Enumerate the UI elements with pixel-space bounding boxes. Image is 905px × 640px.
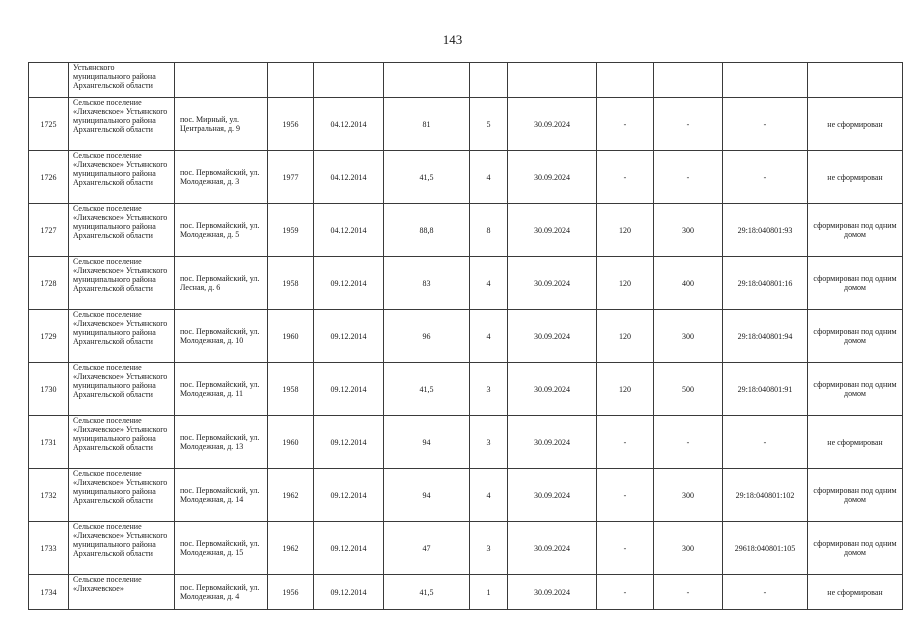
resettlement-deadline-cell: 30.09.2024: [508, 204, 597, 257]
address-cell: пос. Первомайский, ул. Молодежная, д. 14: [175, 469, 268, 522]
construction-year-cell: 1977: [268, 151, 314, 204]
value-cell-10: -: [654, 98, 723, 151]
land-status-cell: не сформирован: [808, 575, 903, 610]
recognition-date-cell: 09.12.2014: [314, 257, 384, 310]
recognition-date-cell: 09.12.2014: [314, 575, 384, 610]
recognition-date-cell: 04.12.2014: [314, 151, 384, 204]
area-cell: [384, 63, 470, 98]
area-cell: 41,5: [384, 363, 470, 416]
value-cell-9: -: [597, 416, 654, 469]
area-cell: 96: [384, 310, 470, 363]
cadastral-number-cell: [723, 63, 808, 98]
construction-year-cell: 1962: [268, 469, 314, 522]
value-cell-10: -: [654, 575, 723, 610]
land-status-cell: сформирован под одним домом: [808, 363, 903, 416]
page-number: 143: [442, 32, 463, 47]
table-row: [29, 257, 903, 310]
table-row: [29, 416, 903, 469]
value-cell-9: [597, 63, 654, 98]
residents-cell: 4: [470, 151, 508, 204]
cadastral-number-cell: -: [723, 416, 808, 469]
construction-year-cell: [268, 63, 314, 98]
table-row: [29, 310, 903, 363]
resettlement-deadline-cell: 30.09.2024: [508, 469, 597, 522]
construction-year-cell: 1956: [268, 575, 314, 610]
cadastral-number-cell: -: [723, 575, 808, 610]
residents-cell: 4: [470, 310, 508, 363]
address-cell: пос. Первомайский, ул. Молодежная, д. 5: [175, 204, 268, 257]
value-cell-10: 500: [654, 363, 723, 416]
table-row: [29, 363, 903, 416]
row-number-cell: 1729: [29, 310, 69, 363]
land-status-cell: не сформирован: [808, 151, 903, 204]
residents-cell: 3: [470, 363, 508, 416]
value-cell-9: -: [597, 98, 654, 151]
construction-year-cell: 1959: [268, 204, 314, 257]
resettlement-deadline-cell: 30.09.2024: [508, 257, 597, 310]
residents-cell: 1: [470, 575, 508, 610]
residents-cell: 4: [470, 257, 508, 310]
settlement-cell: Сельское поселение «Лихачевское» Устьянского муниципального района Архангельской области: [69, 98, 175, 151]
construction-year-cell: 1960: [268, 310, 314, 363]
value-cell-10: 400: [654, 257, 723, 310]
value-cell-9: -: [597, 522, 654, 575]
area-cell: 47: [384, 522, 470, 575]
row-number-cell: 1733: [29, 522, 69, 575]
value-cell-10: 300: [654, 204, 723, 257]
recognition-date-cell: [314, 63, 384, 98]
table-row: [29, 98, 903, 151]
table-row: [29, 575, 903, 610]
resettlement-deadline-cell: 30.09.2024: [508, 98, 597, 151]
cadastral-number-cell: 29:18:040801:102: [723, 469, 808, 522]
cadastral-number-cell: -: [723, 98, 808, 151]
value-cell-9: 120: [597, 363, 654, 416]
row-number-cell: 1732: [29, 469, 69, 522]
value-cell-10: 300: [654, 522, 723, 575]
area-cell: 94: [384, 469, 470, 522]
settlement-cell: Сельское поселение «Лихачевское» Устьянского муниципального района Архангельской области: [69, 363, 175, 416]
recognition-date-cell: 09.12.2014: [314, 522, 384, 575]
construction-year-cell: 1962: [268, 522, 314, 575]
address-cell: пос. Первомайский, ул. Молодежная, д. 10: [175, 310, 268, 363]
cadastral-number-cell: 29:18:040801:94: [723, 310, 808, 363]
resettlement-deadline-cell: 30.09.2024: [508, 310, 597, 363]
residents-cell: [470, 63, 508, 98]
land-status-cell: не сформирован: [808, 416, 903, 469]
address-cell: [175, 63, 268, 98]
area-cell: 94: [384, 416, 470, 469]
table-row: [29, 151, 903, 204]
value-cell-10: [654, 63, 723, 98]
land-status-cell: сформирован под одним домом: [808, 257, 903, 310]
address-cell: пос. Первомайский, ул. Молодежная, д. 3: [175, 151, 268, 204]
construction-year-cell: 1956: [268, 98, 314, 151]
value-cell-10: -: [654, 416, 723, 469]
value-cell-9: 120: [597, 204, 654, 257]
settlement-cell: Сельское поселение «Лихачевское» Устьянского муниципального района Архангельской области: [69, 204, 175, 257]
settlement-cell: Сельское поселение «Лихачевское» Устьянского муниципального района Архангельской области: [69, 151, 175, 204]
table-row: [29, 469, 903, 522]
land-status-cell: сформирован под одним домом: [808, 469, 903, 522]
residents-cell: 4: [470, 469, 508, 522]
address-cell: пос. Мирный, ул. Центральная, д. 9: [175, 98, 268, 151]
cadastral-number-cell: 29:18:040801:16: [723, 257, 808, 310]
area-cell: 41,5: [384, 151, 470, 204]
recognition-date-cell: 09.12.2014: [314, 310, 384, 363]
value-cell-9: -: [597, 575, 654, 610]
cadastral-number-cell: 29:18:040801:91: [723, 363, 808, 416]
construction-year-cell: 1958: [268, 257, 314, 310]
row-number-cell: 1725: [29, 98, 69, 151]
value-cell-9: 120: [597, 310, 654, 363]
settlement-cell: Сельское поселение «Лихачевское» Устьянского муниципального района Архангельской области: [69, 416, 175, 469]
row-number-cell: 1726: [29, 151, 69, 204]
land-status-cell: не сформирован: [808, 98, 903, 151]
settlement-cell: Сельское поселение «Лихачевское»: [69, 575, 175, 610]
land-status-cell: сформирован под одним домом: [808, 310, 903, 363]
row-number-cell: 1728: [29, 257, 69, 310]
cadastral-number-cell: 29618:040801:105: [723, 522, 808, 575]
value-cell-9: 120: [597, 257, 654, 310]
resettlement-deadline-cell: 30.09.2024: [508, 575, 597, 610]
area-cell: 81: [384, 98, 470, 151]
land-status-cell: сформирован под одним домом: [808, 204, 903, 257]
row-number-cell: 1731: [29, 416, 69, 469]
row-number-cell: 1734: [29, 575, 69, 610]
residents-cell: 3: [470, 522, 508, 575]
construction-year-cell: 1960: [268, 416, 314, 469]
value-cell-10: 300: [654, 310, 723, 363]
settlement-cell: Сельское поселение «Лихачевское» Устьянского муниципального района Архангельской области: [69, 257, 175, 310]
row-number-cell: 1727: [29, 204, 69, 257]
residents-cell: 3: [470, 416, 508, 469]
settlement-cell: Сельское поселение «Лихачевское» Устьянского муниципального района Архангельской области: [69, 522, 175, 575]
value-cell-9: -: [597, 151, 654, 204]
address-cell: пос. Первомайский, ул. Молодежная, д. 4: [175, 575, 268, 610]
recognition-date-cell: 09.12.2014: [314, 469, 384, 522]
recognition-date-cell: 09.12.2014: [314, 416, 384, 469]
value-cell-10: 300: [654, 469, 723, 522]
value-cell-9: -: [597, 469, 654, 522]
resettlement-deadline-cell: 30.09.2024: [508, 363, 597, 416]
recognition-date-cell: 09.12.2014: [314, 363, 384, 416]
area-cell: 83: [384, 257, 470, 310]
table-row: [29, 522, 903, 575]
settlement-cell: Сельское поселение «Лихачевское» Устьянского муниципального района Архангельской области: [69, 469, 175, 522]
resettlement-deadline-cell: 30.09.2024: [508, 522, 597, 575]
value-cell-10: -: [654, 151, 723, 204]
construction-year-cell: 1958: [268, 363, 314, 416]
resettlement-deadline-cell: [508, 63, 597, 98]
address-cell: пос. Первомайский, ул. Молодежная, д. 11: [175, 363, 268, 416]
land-status-cell: сформирован под одним домом: [808, 522, 903, 575]
housing-registry-table: [28, 62, 903, 610]
cadastral-number-cell: -: [723, 151, 808, 204]
resettlement-deadline-cell: 30.09.2024: [508, 416, 597, 469]
recognition-date-cell: 04.12.2014: [314, 204, 384, 257]
row-number-cell: 1730: [29, 363, 69, 416]
settlement-cell: Устьянского муниципального района Архангельской области: [69, 63, 175, 98]
land-status-cell: [808, 63, 903, 98]
address-cell: пос. Первомайский, ул. Молодежная, д. 15: [175, 522, 268, 575]
cadastral-number-cell: 29:18:040801:93: [723, 204, 808, 257]
address-cell: пос. Первомайский, ул. Лесная, д. 6: [175, 257, 268, 310]
address-cell: пос. Первомайский, ул. Молодежная, д. 13: [175, 416, 268, 469]
table-row: [29, 63, 903, 98]
resettlement-deadline-cell: 30.09.2024: [508, 151, 597, 204]
recognition-date-cell: 04.12.2014: [314, 98, 384, 151]
residents-cell: 8: [470, 204, 508, 257]
row-number-cell: [29, 63, 69, 98]
area-cell: 88,8: [384, 204, 470, 257]
residents-cell: 5: [470, 98, 508, 151]
settlement-cell: Сельское поселение «Лихачевское» Устьянского муниципального района Архангельской области: [69, 310, 175, 363]
area-cell: 41,5: [384, 575, 470, 610]
table-row: [29, 204, 903, 257]
